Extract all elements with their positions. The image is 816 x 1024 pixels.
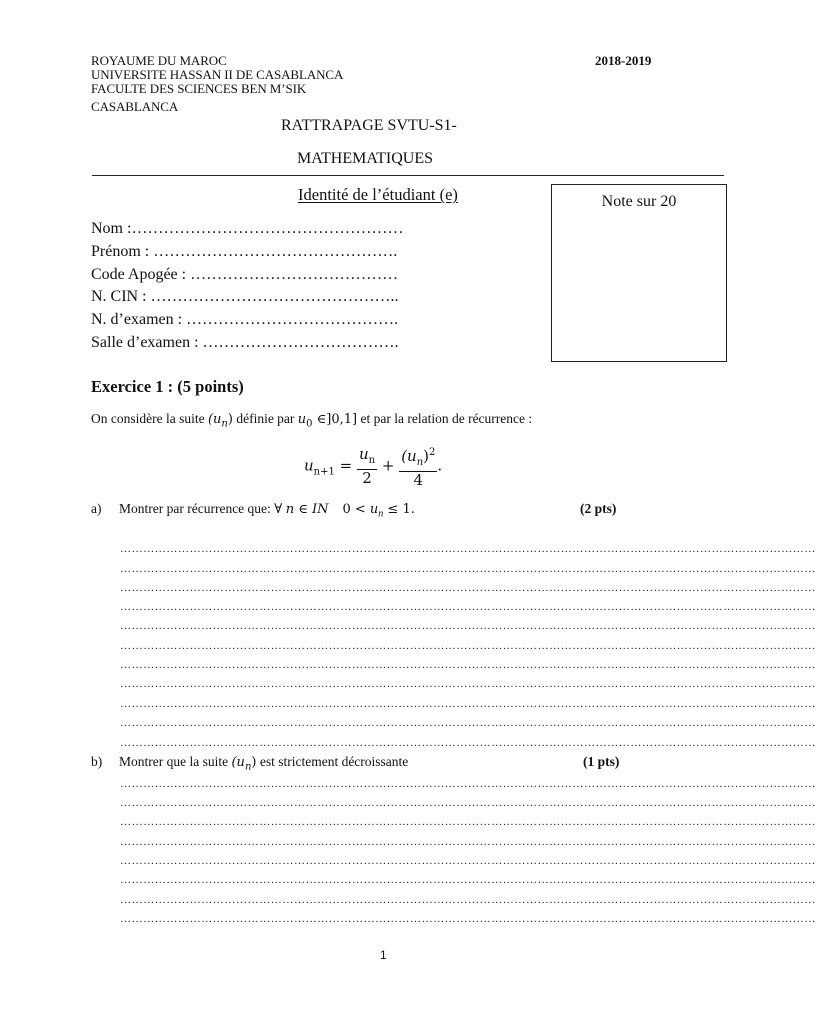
sequence-symbol: $(u_n)$	[207, 412, 233, 430]
answer-line[interactable]: ………………………………………………………………………………………………………………………………………………………………	[120, 698, 816, 710]
answer-line[interactable]: ………………………………………………………………………………………………………………………………………………………………	[120, 601, 816, 613]
answer-line[interactable]: ………………………………………………………………………………………………………………………………………………………………	[120, 836, 816, 848]
question-a-points: (2 pts)	[580, 501, 617, 516]
question-a-letter: a)	[91, 501, 102, 516]
exam-title: RATTRAPAGE SVTU-S1-	[281, 117, 457, 134]
answer-line[interactable]: ………………………………………………………………………………………………………………………………………………………………	[120, 778, 816, 790]
intro-text-2: définie par	[232, 411, 298, 426]
question-b-text: Montrer que la suite $(u_n)$ est strictement décroissante	[119, 754, 409, 773]
initial-term: $u_0$ ∈]0,1]	[297, 412, 358, 430]
answer-line[interactable]: ………………………………………………………………………………………………………………………………………………………………	[120, 640, 816, 652]
field-code-apogee: Code Apogée : …………………………………	[91, 266, 399, 283]
exercise-intro	[91, 411, 532, 430]
answer-line[interactable]: ………………………………………………………………………………………………………………………………………………………………	[120, 913, 816, 925]
question-b-points: (1 pts)	[583, 754, 620, 769]
field-prenom: Prénom : ……………………………………….	[91, 243, 398, 260]
fraction-un-over-2: $\frac{u_n}{2}$	[358, 445, 376, 487]
header-city: CASABLANCA	[91, 99, 179, 114]
answer-line[interactable]: ………………………………………………………………………………………………………………………………………………………………	[120, 855, 816, 867]
field-exam-number: N. d’examen : ………………………………….	[91, 311, 399, 328]
title-rule	[92, 175, 724, 176]
subject-title: MATHEMATIQUES	[297, 150, 433, 167]
grade-box	[551, 184, 727, 362]
answer-line[interactable]: ………………………………………………………………………………………………………………………………………………………………	[120, 543, 816, 555]
answer-line[interactable]: ………………………………………………………………………………………………………………………………………………………………	[120, 582, 816, 594]
header-faculty: FACULTE DES SCIENCES BEN M’SIK	[91, 81, 307, 96]
page-number: 1	[380, 948, 387, 962]
answer-line[interactable]: ………………………………………………………………………………………………………………………………………………………………	[120, 620, 816, 632]
question-a-text: Montrer par récurrence que: ∀ n ∈ IN $0 < u_n \le 1$.	[119, 501, 415, 520]
answer-line[interactable]: ………………………………………………………………………………………………………………………………………………………………	[120, 717, 816, 729]
field-exam-room: Salle d’examen : ……………………………….	[91, 334, 399, 351]
answer-line[interactable]: ………………………………………………………………………………………………………………………………………………………………	[120, 816, 816, 828]
header-kingdom: ROYAUME DU MAROC	[91, 53, 227, 68]
academic-year: 2018-2019	[595, 53, 652, 68]
exercise-title: Exercice 1 : (5 points)	[91, 377, 244, 396]
intro-text-1: On considère la suite	[91, 411, 208, 426]
identity-heading: Identité de l’étudiant (e)	[298, 185, 458, 204]
answer-line[interactable]: ………………………………………………………………………………………………………………………………………………………………	[120, 894, 816, 906]
intro-text-3: et par la relation de récurrence :	[357, 411, 533, 426]
answer-line[interactable]: ………………………………………………………………………………………………………………………………………………………………	[120, 563, 816, 575]
field-nom: Nom :……………………………………………	[91, 220, 404, 237]
fraction-un-squared-over-4: $\frac{(u_n)^2}{4}$	[399, 444, 437, 489]
field-cin: N. CIN : ………………………………………..	[91, 288, 399, 305]
header-university: UNIVERSITE HASSAN II DE CASABLANCA	[91, 67, 344, 82]
answer-line[interactable]: ………………………………………………………………………………………………………………………………………………………………	[120, 678, 816, 690]
answer-line[interactable]: ………………………………………………………………………………………………………………………………………………………………	[120, 797, 816, 809]
answer-line[interactable]: ………………………………………………………………………………………………………………………………………………………………	[120, 874, 816, 886]
sequence-symbol: $(u_n)$	[231, 755, 257, 773]
question-b-letter: b)	[91, 754, 103, 769]
answer-line[interactable]: ………………………………………………………………………………………………………………………………………………………………	[120, 737, 816, 749]
grade-label: Note sur 20	[601, 193, 677, 210]
answer-line[interactable]: ………………………………………………………………………………………………………………………………………………………………	[120, 659, 816, 671]
recurrence-formula: $u_{n+1}$ = $\frac{u_n}{2}$ + $\frac{(u_n)^2}{4}$ .	[304, 445, 443, 489]
